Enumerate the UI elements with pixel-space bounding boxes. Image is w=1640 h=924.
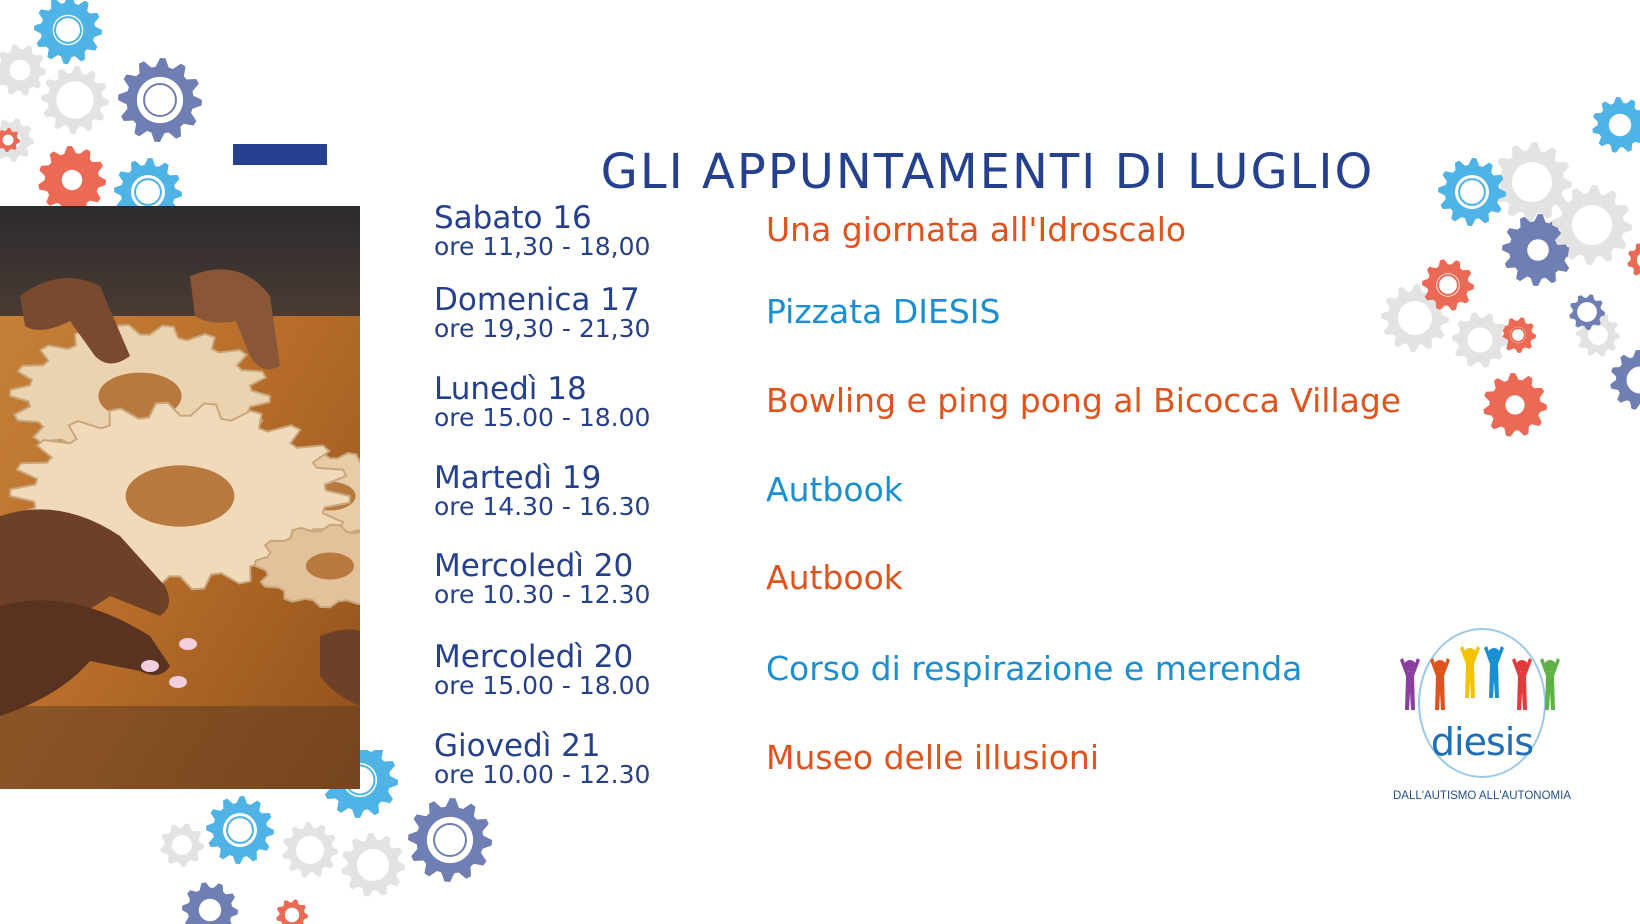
schedule-row bbox=[434, 548, 1534, 628]
logo-person-icon bbox=[1540, 658, 1560, 710]
event-day: Domenica 17 bbox=[434, 282, 640, 318]
event-title: Una giornata all'Idroscalo bbox=[766, 210, 1187, 249]
schedule-row bbox=[434, 371, 1534, 451]
schedule-row bbox=[434, 200, 1534, 280]
logo-tagline: DALL'AUTISMO ALL'AUTONOMIA bbox=[1392, 790, 1571, 802]
page-title: GLI APPUNTAMENTI DI LUGLIO bbox=[600, 144, 1375, 201]
event-day: Mercoledì 20 bbox=[434, 639, 634, 675]
event-time: ore 19,30 - 21,30 bbox=[434, 314, 651, 343]
event-title: Autbook bbox=[766, 470, 903, 509]
logo-person-icon bbox=[1484, 646, 1504, 698]
logo-person-icon bbox=[1400, 658, 1420, 710]
logo-person-icon bbox=[1460, 646, 1480, 698]
event-day: Sabato 16 bbox=[434, 200, 592, 236]
event-title: Corso di respirazione e merenda bbox=[766, 649, 1303, 688]
diesis-logo bbox=[1382, 624, 1582, 804]
schedule-row bbox=[434, 460, 1534, 540]
event-time: ore 14.30 - 16.30 bbox=[434, 492, 651, 521]
event-time: ore 10.00 - 12.30 bbox=[434, 760, 651, 789]
event-title: Autbook bbox=[766, 558, 903, 597]
event-time: ore 15.00 - 18.00 bbox=[434, 671, 651, 700]
schedule-row bbox=[434, 728, 1534, 808]
event-time: ore 11,30 - 18,00 bbox=[434, 232, 651, 261]
event-title: Bowling e ping pong al Bicocca Village bbox=[766, 381, 1402, 420]
schedule-row bbox=[434, 639, 1534, 719]
logo-person-icon bbox=[1512, 658, 1532, 710]
event-day: Giovedì 21 bbox=[434, 728, 601, 764]
event-day: Lunedì 18 bbox=[434, 371, 587, 407]
event-time: ore 10.30 - 12.30 bbox=[434, 580, 651, 609]
event-title: Pizzata DIESIS bbox=[766, 292, 1001, 331]
logo-wordmark: diesis bbox=[1430, 720, 1534, 764]
schedule-row bbox=[434, 282, 1534, 362]
event-day: Mercoledì 20 bbox=[434, 548, 634, 584]
logo-person-icon bbox=[1430, 658, 1450, 710]
event-time: ore 15.00 - 18.00 bbox=[434, 403, 651, 432]
event-day: Martedì 19 bbox=[434, 460, 602, 496]
event-title: Museo delle illusioni bbox=[766, 738, 1099, 777]
